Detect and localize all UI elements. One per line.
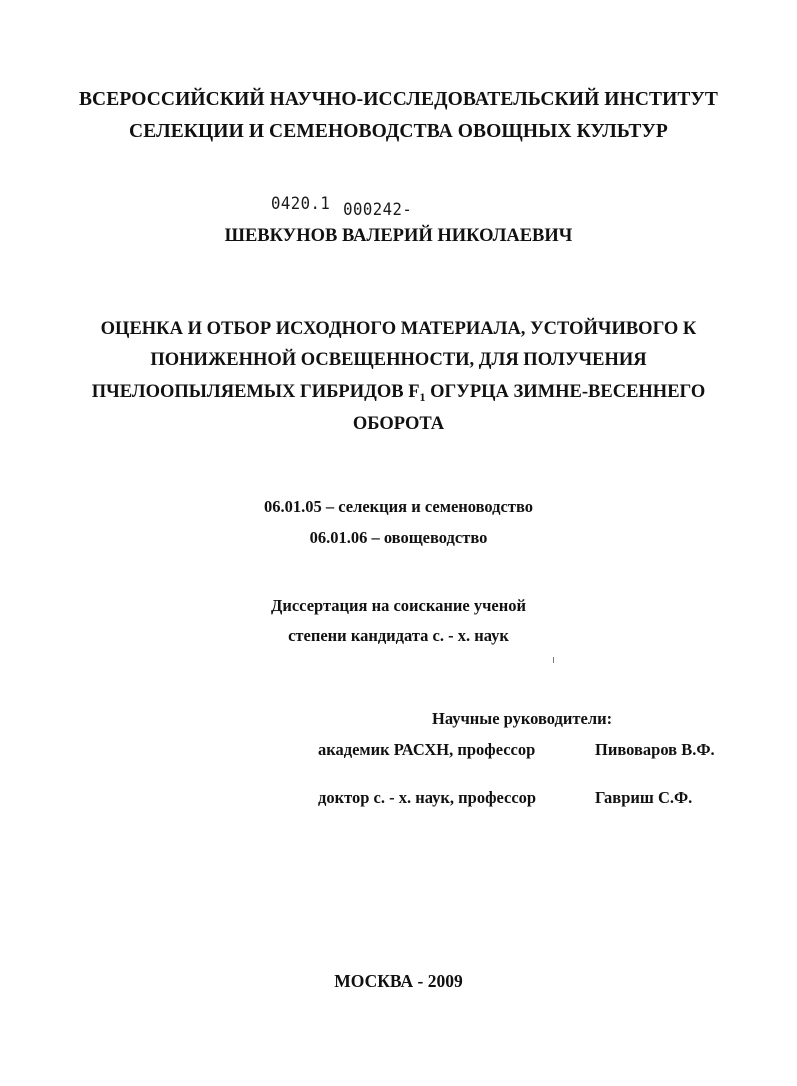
library-stamp-code	[271, 194, 413, 220]
title-line-1: ОЦЕНКА И ОТБОР ИСХОДНОГО МАТЕРИАЛА, УСТОЙЧИВОГО К	[100, 319, 697, 339]
title-line-3-end: ОГУРЦА ЗИМНЕ-ВЕСЕННЕГО	[425, 382, 706, 402]
city-year: МОСКВА - 2009	[334, 971, 463, 991]
title-line-3-start: ПЧЕЛООПЫЛЯЕМЫХ ГИБРИДОВ F	[91, 382, 420, 402]
specialty-1: 06.01.05 – селекция и семеноводство	[263, 497, 534, 516]
supervisor-1-name: Пивоваров В.Ф.	[595, 740, 715, 759]
supervisor-2-name: Гавриш С.Ф.	[595, 788, 693, 807]
author-name: ШЕВКУНОВ ВАЛЕРИЙ НИКОЛАЕВИЧ	[224, 226, 573, 246]
title-line-3	[0, 382, 797, 403]
institute-line-2: СЕЛЕКЦИИ И СЕМЕНОВОДСТВА ОВОЩНЫХ КУЛЬТУР	[129, 121, 668, 142]
stamp-code-2: 000242-	[343, 200, 413, 220]
supervisors-heading: Научные руководители:	[432, 709, 613, 728]
title-subscript: 1	[419, 390, 426, 404]
institute-line-1: ВСЕРОССИЙСКИЙ НАУЧНО-ИССЛЕДОВАТЕЛЬСКИЙ ИНСТИТУТ	[78, 89, 719, 110]
title-line-2: ПОНИЖЕННОЙ ОСВЕЩЕННОСТИ, ДЛЯ ПОЛУЧЕНИЯ	[150, 350, 647, 370]
title-line-4: ОБОРОТА	[352, 414, 445, 434]
stamp-code-1: 0420.1	[271, 194, 331, 214]
degree-line-1: Диссертация на соискание ученой	[270, 596, 526, 615]
specialty-2: 06.01.06 – овощеводство	[309, 528, 488, 547]
degree-line-2: степени кандидата с. - х. наук	[288, 626, 509, 645]
supervisor-1-title: академик РАСХН, профессор	[318, 740, 536, 759]
supervisor-2-title: доктор с. - х. наук, профессор	[318, 788, 537, 807]
scan-speck	[553, 657, 554, 663]
